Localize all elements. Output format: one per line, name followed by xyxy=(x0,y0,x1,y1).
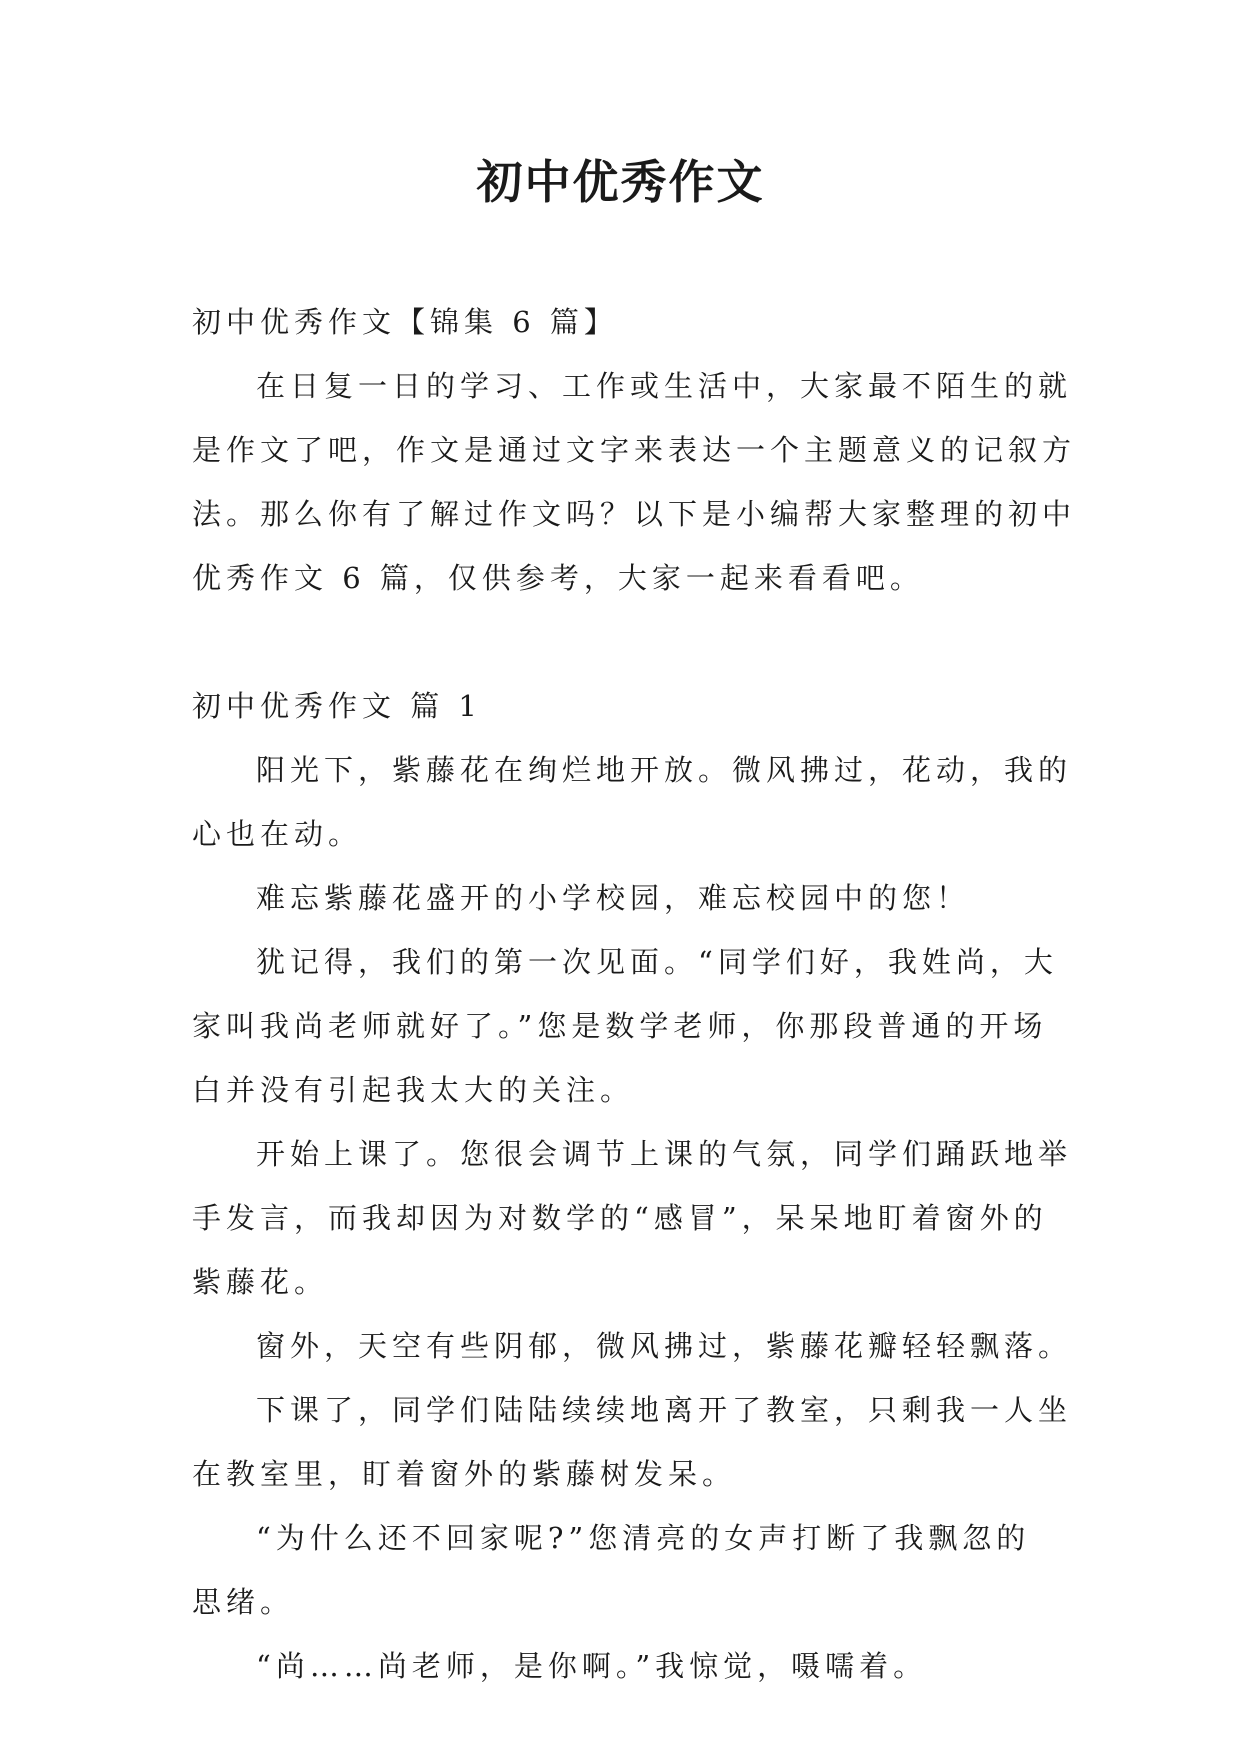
intro-paragraph-line: 在日复一日的学习、工作或生活中，大家最不陌生的就 xyxy=(256,369,1073,403)
intro-paragraph-line: 优秀作文 6 篇，仅供参考，大家一起来看看吧。 xyxy=(192,561,924,595)
essay-heading: 初中优秀作文 篇 1 xyxy=(192,689,482,723)
essay-paragraph-line: 在教室里，盯着窗外的紫藤树发呆。 xyxy=(192,1457,737,1491)
essay-paragraph-line: 窗外，天空有些阴郁，微风拂过，紫藤花瓣轻轻飘落。 xyxy=(256,1329,1073,1363)
essay-paragraph-line: 思绪。 xyxy=(192,1585,295,1619)
document-body xyxy=(192,290,1077,1698)
essay-paragraph-line: 手发言，而我却因为对数学的“感冒”，呆呆地盯着窗外的 xyxy=(192,1201,1048,1235)
essay-paragraph-line: 开始上课了。您很会调节上课的气氛，同学们踊跃地举 xyxy=(256,1137,1073,1171)
intro-paragraph-line: 是作文了吧，作文是通过文字来表达一个主题意义的记叙方 xyxy=(192,433,1077,467)
essay-paragraph-line: 难忘紫藤花盛开的小学校园，难忘校园中的您！ xyxy=(256,881,971,915)
essay-paragraph-line: 心也在动。 xyxy=(192,817,363,851)
essay-paragraph-line: 家叫我尚老师就好了。”您是数学老师，你那段普通的开场 xyxy=(192,1009,1048,1043)
essay-paragraph-line: 下课了，同学们陆陆续续地离开了教室，只剩我一人坐 xyxy=(256,1393,1073,1427)
section-spacer xyxy=(192,610,1072,674)
essay-paragraph-line: “尚……尚老师，是你啊。”我惊觉，嗫嚅着。 xyxy=(256,1649,928,1683)
essay-paragraph-line: 白并没有引起我太大的关注。 xyxy=(192,1073,635,1107)
essay-paragraph-line: “为什么还不回家呢?”您清亮的女声打断了我飘忽的 xyxy=(256,1521,1031,1555)
essay-paragraph-line: 犹记得，我们的第一次见面。“同学们好，我姓尚，大 xyxy=(256,945,1058,979)
document-title: 初中优秀作文 xyxy=(476,155,765,209)
intro-heading: 初中优秀作文【锦集 6 篇】 xyxy=(192,305,618,339)
essay-paragraph-line: 阳光下，紫藤花在绚烂地开放。微风拂过，花动，我的 xyxy=(256,753,1073,787)
intro-paragraph-line: 法。那么你有了解过作文吗？以下是小编帮大家整理的初中 xyxy=(192,497,1077,531)
essay-paragraph-line: 紫藤花。 xyxy=(192,1265,329,1299)
